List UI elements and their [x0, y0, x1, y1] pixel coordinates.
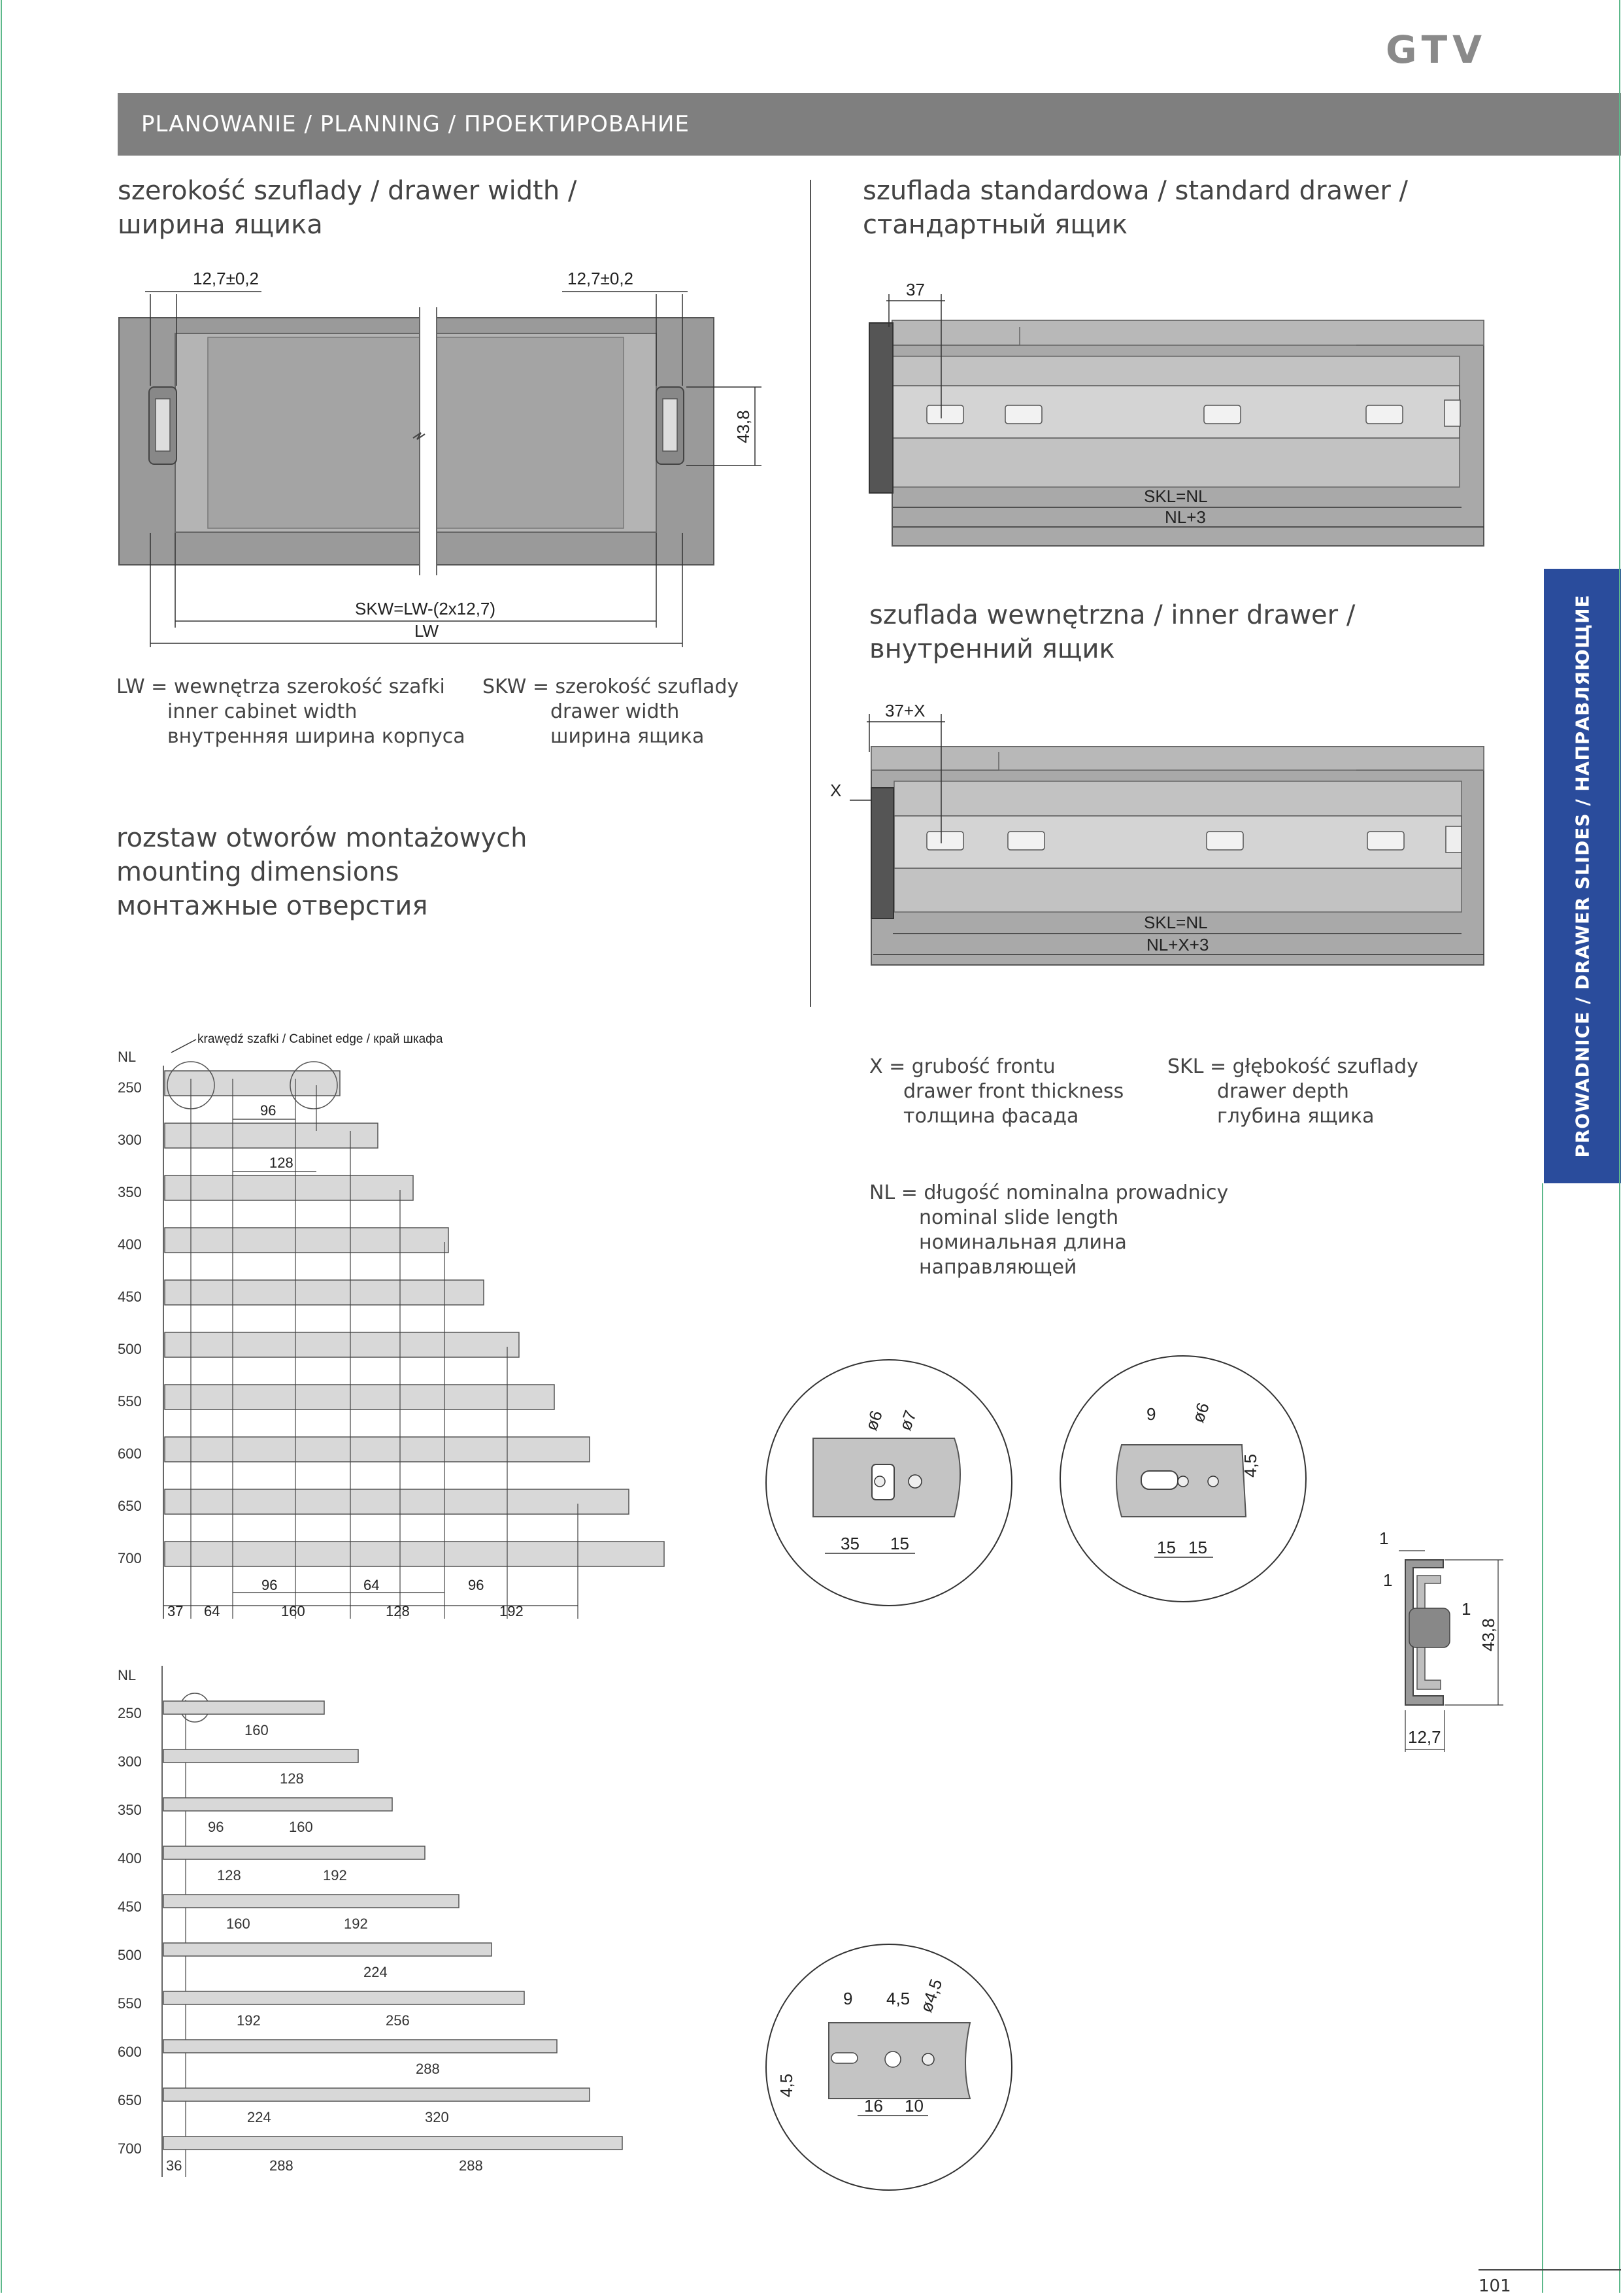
- profile-dim: 12,7: [1408, 1727, 1441, 1747]
- detail-circle-1: [766, 1360, 1012, 1606]
- c1-dim: 35: [841, 1534, 860, 1553]
- c2-dim: 9: [1146, 1404, 1156, 1424]
- c2-dim: ø6: [1188, 1400, 1214, 1426]
- nl-length: 600: [118, 1445, 142, 1462]
- nl-def-line: номинальная длина: [919, 1231, 1127, 1254]
- bottom-row-dim: 256: [386, 2012, 410, 2029]
- c2-dim: 4,5: [1241, 1453, 1260, 1477]
- nl-length: 450: [118, 1899, 142, 1915]
- c1-dim: ø7: [895, 1408, 921, 1434]
- bottom-row-dim: 36: [166, 2157, 182, 2174]
- nl-length: 400: [118, 1236, 142, 1253]
- c2-dim: 15: [1188, 1538, 1207, 1557]
- lw-def-line: LW = wewnętrza szerokość szafki: [116, 675, 445, 698]
- skl-def-line: SKL = głębokość szuflady: [1167, 1055, 1418, 1078]
- dim-side-right: 12,7±0,2: [567, 269, 634, 288]
- bottom-row-dim: 224: [247, 2109, 271, 2125]
- nl-length: 300: [118, 1132, 142, 1148]
- nl-length: 650: [118, 2092, 142, 2108]
- nl-length: 700: [118, 1550, 142, 1566]
- bottom-dim: 37: [167, 1603, 184, 1619]
- nl-length: 650: [118, 1498, 142, 1514]
- profile-dim: 1: [1379, 1528, 1389, 1548]
- c3-dim: ø4,5: [916, 1976, 946, 2016]
- bottom-dim: 64: [204, 1603, 220, 1619]
- bottom-dim: 96: [261, 1577, 278, 1593]
- nl-length: 700: [118, 2140, 142, 2157]
- profile-dim: 43,8: [1479, 1618, 1498, 1651]
- inline-dim: 128: [269, 1155, 293, 1171]
- inner-dim-skl: SKL=NL: [1144, 913, 1208, 932]
- bottom-row-dim: 320: [425, 2109, 449, 2125]
- inner-dim-x: X: [830, 781, 842, 800]
- bottom-row-dim: 128: [280, 1770, 304, 1787]
- skl-def-line: глубина ящика: [1217, 1105, 1375, 1128]
- nl-label-bottom: NL: [118, 1667, 137, 1683]
- profile-dim: 1: [1462, 1599, 1471, 1619]
- std-dim-total: NL+3: [1165, 507, 1206, 527]
- inner-dim-offset: 37+X: [885, 701, 926, 720]
- standard-title-line2: стандартный ящик: [863, 210, 1128, 240]
- dim-skw: SKW=LW-(2x12,7): [355, 599, 496, 618]
- cabinet-edge-note: krawędź szafki / Cabinet edge / край шкафа: [197, 1032, 443, 1046]
- slide-rows-top: [118, 1071, 664, 1566]
- nl-length: 600: [118, 2044, 142, 2060]
- nl-length: 500: [118, 1947, 142, 1963]
- inner-title-line1: szuflada wewnętrzna / inner drawer /: [869, 600, 1356, 630]
- bottom-dim: 128: [386, 1603, 410, 1619]
- profile-dim: 1: [1383, 1570, 1393, 1590]
- nl-length: 400: [118, 1850, 142, 1866]
- bottom-dim: 96: [468, 1577, 484, 1593]
- bottom-row-dim: 192: [237, 2012, 261, 2029]
- bottom-row-dim: 224: [363, 1964, 388, 1980]
- standard-title-line1: szuflada standardowa / standard drawer /: [863, 176, 1408, 206]
- nl-length: 350: [118, 1184, 142, 1200]
- bottom-row-dim: 288: [459, 2157, 483, 2174]
- c3-dim: 4,5: [886, 1989, 911, 2008]
- standard-drawer-drawing: [869, 280, 1484, 546]
- nl-def-line: NL = długość nominalna prowadnicy: [869, 1181, 1229, 1204]
- nl-length: 250: [118, 1705, 142, 1721]
- lw-def-line: внутренняя ширина корпуса: [167, 725, 465, 748]
- width-title-line2: ширина ящика: [118, 210, 323, 240]
- mounting-diagram-bottom: [118, 1666, 622, 2177]
- inner-dim-total: NL+X+3: [1146, 935, 1209, 954]
- x-def-line: толщина фасада: [903, 1105, 1079, 1128]
- c3-dim: 16: [864, 2096, 883, 2116]
- nl-length: 350: [118, 1802, 142, 1818]
- bottom-row-dim: 192: [344, 1916, 368, 1932]
- bottom-row-dim: 160: [289, 1819, 313, 1835]
- bottom-dim: 64: [363, 1577, 380, 1593]
- page-number: 101: [1479, 2276, 1511, 2296]
- mounting-title-line: rozstaw otworów montażowych: [116, 823, 527, 853]
- c1-dim: 15: [890, 1534, 909, 1553]
- mounting-title-line: монтажные отверстия: [116, 891, 428, 921]
- brand-logo: GTV: [1386, 27, 1488, 72]
- dim-height: 43,8: [733, 410, 753, 443]
- std-dim-offset: 37: [906, 280, 925, 299]
- slide-rows-bottom: [118, 1701, 622, 2174]
- nl-length: 250: [118, 1079, 142, 1096]
- bottom-row-dim: 128: [217, 1867, 241, 1883]
- nl-length: 550: [118, 1393, 142, 1410]
- detail-circle-2: [1060, 1356, 1306, 1602]
- c3-dim: 4,5: [777, 2073, 796, 2097]
- bottom-row-dim: 192: [323, 1867, 347, 1883]
- nl-def-line: направляющей: [919, 1256, 1077, 1279]
- c2-dim: 15: [1157, 1538, 1176, 1557]
- c3-dim: 10: [905, 2096, 924, 2116]
- detail-circle-3: [766, 1944, 1012, 2190]
- lw-def-line: inner cabinet width: [167, 700, 358, 723]
- nl-label-top: NL: [118, 1049, 137, 1065]
- nl-length: 450: [118, 1289, 142, 1305]
- page-header: PLANOWANIE / PLANNING / ПРОЕКТИРОВАНИЕ: [118, 93, 1621, 156]
- nl-length: 550: [118, 1995, 142, 2012]
- x-def-line: X = grubość frontu: [869, 1055, 1056, 1078]
- bottom-row-dim: 160: [244, 1722, 269, 1738]
- mounting-title-line: mounting dimensions: [116, 857, 399, 887]
- c1-dim: ø6: [861, 1408, 887, 1434]
- skw-def-line: ширина ящика: [550, 725, 705, 748]
- inline-dim: 96: [260, 1102, 276, 1119]
- profile-section: [1379, 1528, 1503, 1752]
- std-dim-skl: SKL=NL: [1144, 486, 1208, 506]
- bottom-row-dim: 160: [226, 1916, 250, 1932]
- mounting-diagram-top: [118, 1032, 664, 1619]
- bottom-row-dim: 288: [416, 2061, 440, 2077]
- drawer-width-drawing: [119, 269, 761, 647]
- dim-lw: LW: [414, 621, 439, 641]
- skw-def-line: drawer width: [550, 700, 680, 723]
- inner-drawer-drawing: [830, 701, 1484, 965]
- width-title-line1: szerokość szuflady / drawer width /: [118, 176, 577, 206]
- bottom-dim: 192: [499, 1603, 524, 1619]
- bottom-dim: 160: [281, 1603, 305, 1619]
- nl-length: 500: [118, 1341, 142, 1357]
- x-def-line: drawer front thickness: [903, 1080, 1124, 1103]
- bottom-row-dim: 288: [269, 2157, 293, 2174]
- skl-def-line: drawer depth: [1217, 1080, 1349, 1103]
- nl-length: 300: [118, 1753, 142, 1770]
- bottom-row-dim: 96: [208, 1819, 224, 1835]
- c3-dim: 9: [843, 1989, 853, 2008]
- dim-side-left: 12,7±0,2: [193, 269, 259, 288]
- skw-def-line: SKW = szerokość szuflady: [482, 675, 739, 698]
- side-tab-label: PROWADNICE / DRAWER SLIDES / НАПРАВЛЯЮЩИЕ: [1571, 594, 1594, 1158]
- inner-title-line2: внутренний ящик: [869, 634, 1115, 664]
- nl-def-line: nominal slide length: [919, 1206, 1119, 1229]
